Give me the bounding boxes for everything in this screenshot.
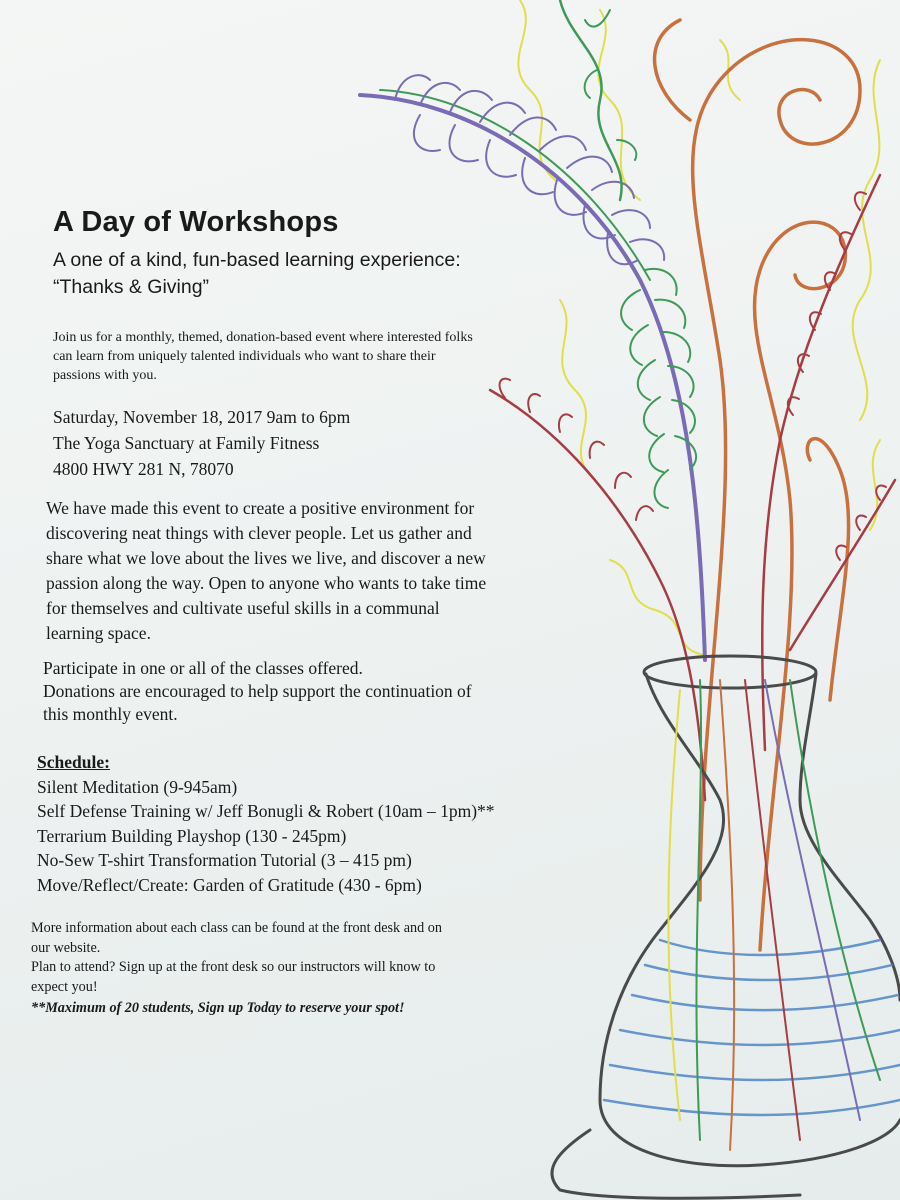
intro-paragraph [53,328,473,385]
description-line: for themselves and cultivate useful skills in a communal [46,598,440,618]
schedule-item: Self Defense Training w/ Jeff Bonugli & Robert (10am – 1pm)** [37,801,495,821]
event-theme: “Thanks & Giving” [53,276,210,298]
schedule-heading: Schedule: [37,752,110,772]
more-info-line: expect you! [31,978,98,995]
event-venue: The Yoga Sanctuary at Family Fitness [53,433,320,453]
page-title: A Day of Workshops [53,206,339,238]
intro-line: can learn from uniquely talented individuals who want to share their [53,349,436,364]
more-info-line: our website. [31,939,101,956]
participate-paragraph [43,657,472,726]
description-line: discovering neat things with clever people. Let us gather and [46,523,472,543]
schedule-item: No-Sew T-shirt Transformation Tutorial (3 – 415 pm) [37,850,412,870]
schedule-item: Terrarium Building Playshop (130 - 245pm) [37,825,347,846]
participate-line: Donations are encouraged to help support the continuation of [43,681,472,701]
schedule-item: Move/Reflect/Create: Garden of Gratitude (430 - 6pm) [37,874,422,895]
schedule-section [37,750,495,897]
subtitle: A one of a kind, fun-based learning experience: [53,249,461,271]
more-info-line: More information about each class can be found at the front desk and on [31,920,442,936]
more-info-paragraph [31,919,442,997]
description-line: learning space. [46,623,151,643]
description-line: passion along the way. Open to anyone who wants to take time [46,573,487,593]
intro-line: passions with you. [53,368,157,383]
schedule-item: Silent Meditation (9-945am) [37,776,238,797]
intro-line: Join us for a monthly, themed, donation-based event where interested folks [53,330,473,345]
description-line: We have made this event to create a positive environment for [46,498,475,518]
event-details [53,404,350,482]
participate-line: this monthly event. [43,704,178,724]
event-address: 4800 HWY 281 N, 78070 [53,459,234,479]
description-paragraph [46,496,486,646]
description-line: share what we love about the lives we live, and discover a new [46,548,486,568]
participate-line: Participate in one or all of the classes offered. [43,658,363,678]
capacity-warning: **Maximum of 20 students, Sign up Today to reserve your spot! [31,1000,405,1016]
event-date-time: Saturday, November 18, 2017 9am to 6pm [53,407,351,427]
more-info-line: Plan to attend? Sign up at the front desk so our instructors will know to [31,959,436,975]
